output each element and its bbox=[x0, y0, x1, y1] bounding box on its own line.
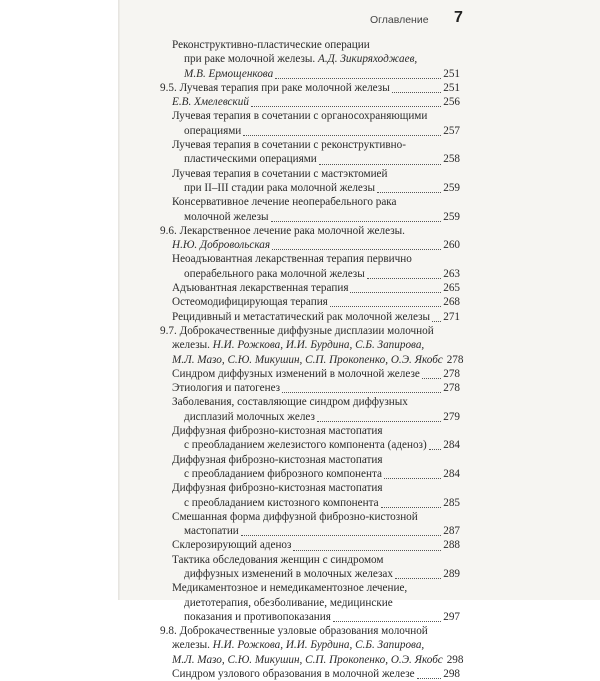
dot-leader bbox=[293, 541, 441, 551]
toc-entry[interactable] bbox=[160, 95, 460, 109]
toc-entry-page: 279 bbox=[443, 410, 460, 423]
dot-leader bbox=[319, 155, 441, 165]
toc-entry[interactable] bbox=[160, 167, 460, 196]
toc-entry-title: показания и противопоказания bbox=[184, 610, 331, 623]
toc-entry[interactable] bbox=[160, 310, 460, 324]
dot-leader bbox=[432, 312, 441, 322]
running-header: Оглавление bbox=[370, 14, 429, 26]
toc-entry-title: Рецидивный и метастатический рак молочной железы bbox=[172, 310, 431, 323]
toc-entry-title: М.Л. Мазо, С.Ю. Микушин, С.П. Прокопенко, О.Э. Якобс bbox=[172, 353, 443, 366]
toc-entry[interactable] bbox=[160, 667, 460, 681]
toc-entry-title: Н.Ю. Добровольская bbox=[172, 239, 271, 252]
toc-entry[interactable] bbox=[160, 38, 460, 81]
toc-entry-title: М.В. Ермощенкова bbox=[184, 67, 274, 80]
toc-entry-leader-line bbox=[172, 67, 460, 81]
page-number: 7 bbox=[454, 9, 463, 26]
toc-entry-page: 284 bbox=[443, 467, 460, 480]
toc-entry-page: 259 bbox=[443, 210, 460, 223]
toc-entry-title: мастопатии bbox=[184, 525, 239, 538]
toc-entry[interactable] bbox=[160, 395, 460, 424]
dot-leader bbox=[367, 269, 441, 279]
toc-entry-title: Остеомодифицирующая терапия bbox=[172, 296, 328, 309]
toc-entry-leader-line bbox=[160, 224, 460, 238]
toc-entry[interactable] bbox=[160, 81, 460, 95]
toc-entry-line: Неоадъювантная лекарственная терапия первично bbox=[172, 253, 412, 266]
toc-entry-title: Этиология и патогенез bbox=[172, 382, 281, 395]
toc-entry-title: при II–III стадии рака молочной железы bbox=[184, 181, 375, 194]
toc-entry-leader-line bbox=[172, 610, 460, 624]
toc-entry[interactable] bbox=[160, 281, 460, 295]
toc-entry-page: 285 bbox=[443, 496, 460, 509]
toc-entry-page: 258 bbox=[443, 153, 460, 166]
toc-entry-leader-line bbox=[160, 81, 460, 95]
toc-entry[interactable] bbox=[160, 324, 464, 367]
dot-leader bbox=[429, 440, 442, 450]
toc-entry-title: Синдром диффузных изменений в молочной железе bbox=[172, 367, 420, 380]
toc-entry-page: 257 bbox=[443, 124, 460, 137]
toc-entry-line: железы. Н.И. Рожкова, И.И. Бурдина, С.Б. Запирова, bbox=[172, 639, 425, 652]
toc-entry-leader-line bbox=[172, 124, 460, 138]
toc-entry-leader-line bbox=[172, 524, 460, 538]
dot-leader bbox=[243, 126, 441, 136]
toc-entry-leader-line bbox=[172, 467, 460, 481]
toc-entry-leader-line bbox=[172, 238, 460, 252]
toc-entry-title: с преобладанием железистого компонента (аденоз) bbox=[184, 439, 427, 452]
dot-leader bbox=[377, 183, 441, 193]
toc-entry-title: Адъювантная лекарственная терапия bbox=[172, 282, 349, 295]
toc-entry-page: 278 bbox=[446, 353, 464, 366]
toc-entry-page: 278 bbox=[443, 367, 460, 380]
toc-entry-page: 278 bbox=[443, 382, 460, 395]
toc-entry-line: диетотерапия, обезболивание, медицинские bbox=[184, 596, 393, 609]
toc-entry[interactable] bbox=[160, 538, 460, 552]
toc-entry-line: Смешанная форма диффузной фиброзно-кистозной bbox=[172, 510, 418, 523]
toc-entry-page: 288 bbox=[443, 539, 460, 552]
toc-entry-page: 298 bbox=[446, 653, 464, 666]
toc-entry-leader-line bbox=[172, 210, 460, 224]
toc-entry[interactable] bbox=[160, 295, 460, 309]
dot-leader bbox=[251, 97, 441, 107]
toc-entry-leader-line bbox=[172, 295, 460, 309]
toc-entry-leader-line bbox=[172, 95, 460, 109]
toc-entry-leader-line bbox=[172, 281, 460, 295]
toc-entry-leader-line bbox=[160, 653, 464, 667]
dot-leader bbox=[333, 612, 441, 622]
toc-entry-page: 289 bbox=[443, 567, 460, 580]
dot-leader bbox=[282, 383, 441, 393]
toc-entry-line: Тактика обследования женщин с синдромом bbox=[172, 553, 384, 566]
toc-entry[interactable] bbox=[160, 109, 460, 138]
toc-entry-title: пластическими операциями bbox=[184, 153, 317, 166]
toc-entry[interactable] bbox=[160, 367, 460, 381]
toc-entry-line: Диффузная фиброзно-кистозная мастопатия bbox=[172, 453, 383, 466]
toc-entry-page: 251 bbox=[443, 81, 460, 94]
toc-entry-page: 287 bbox=[443, 525, 460, 538]
toc-entry-leader-line bbox=[172, 267, 460, 281]
dot-leader bbox=[350, 283, 441, 293]
toc-entry-leader-line bbox=[172, 181, 460, 195]
toc-entry-leader-line bbox=[172, 381, 460, 395]
dot-leader bbox=[392, 83, 442, 93]
toc-entry-title: М.Л. Мазо, С.Ю. Микушин, С.П. Прокопенко, О.Э. Якобс bbox=[172, 653, 443, 666]
toc-entry-page: 297 bbox=[443, 610, 460, 623]
toc-entry-title: молочной железы bbox=[184, 210, 269, 223]
toc-entry-title: Склерозирующий аденоз bbox=[172, 539, 292, 552]
toc-entry-page: 260 bbox=[443, 239, 460, 252]
dot-leader bbox=[317, 412, 441, 422]
toc-entry[interactable] bbox=[160, 238, 460, 252]
toc-entry-leader-line bbox=[172, 496, 460, 510]
toc-entry-title: 9.5. Лучевая терапия при раке молочной железы bbox=[160, 81, 390, 94]
dot-leader bbox=[275, 69, 441, 79]
toc-entry-title: диффузных изменений в молочных железах bbox=[184, 567, 393, 580]
toc-entry-title: с преобладанием фиброзного компонента bbox=[184, 467, 382, 480]
toc-entry-page: 259 bbox=[443, 181, 460, 194]
toc-entry[interactable] bbox=[160, 224, 460, 238]
toc-entry-line: при раке молочной железы. А.Д. Зикиряходжаев, bbox=[184, 53, 418, 66]
toc-entry-line: Реконструктивно-пластические операции bbox=[172, 39, 370, 51]
toc-entry-line: 9.8. Доброкачественные узловые образования молочной bbox=[160, 625, 428, 638]
toc-entry-page: 284 bbox=[443, 439, 460, 452]
table-of-contents bbox=[160, 38, 464, 681]
toc-entry-title: дисплазий молочных желез bbox=[184, 410, 315, 423]
dot-leader bbox=[381, 498, 442, 508]
toc-entry[interactable] bbox=[160, 424, 460, 453]
toc-entry-leader-line bbox=[172, 667, 460, 681]
toc-entry[interactable] bbox=[160, 138, 460, 167]
toc-entry-leader-line bbox=[172, 152, 460, 166]
dot-leader bbox=[330, 297, 441, 307]
toc-entry-line: Диффузная фиброзно-кистозная мастопатия bbox=[172, 425, 383, 438]
toc-entry-line: Диффузная фиброзно-кистозная мастопатия bbox=[172, 482, 383, 495]
toc-entry-line: железы. Н.И. Рожкова, И.И. Бурдина, С.Б. Запирова, bbox=[172, 339, 425, 352]
toc-entry-leader-line bbox=[172, 367, 460, 381]
toc-entry-leader-line bbox=[160, 353, 464, 367]
toc-entry-line: Консервативное лечение неоперабельного рака bbox=[172, 196, 397, 209]
toc-entry-line: Лучевая терапия в сочетании с реконструктивно- bbox=[172, 139, 406, 152]
toc-entry-line: Заболевания, составляющие синдром диффузных bbox=[172, 396, 408, 409]
toc-entry-leader-line bbox=[172, 438, 460, 452]
toc-entry-title: операбельного рака молочной железы bbox=[184, 267, 365, 280]
dot-leader bbox=[384, 469, 441, 479]
toc-entry[interactable] bbox=[160, 481, 460, 510]
toc-entry[interactable] bbox=[160, 581, 460, 624]
toc-entry-leader-line bbox=[172, 567, 460, 581]
toc-entry[interactable] bbox=[160, 252, 460, 281]
toc-entry-title: 9.6. Лекарственное лечение рака молочной железы. bbox=[160, 224, 405, 237]
toc-entry[interactable] bbox=[160, 453, 460, 482]
dot-leader bbox=[422, 369, 441, 379]
toc-entry-page: 256 bbox=[443, 96, 460, 109]
toc-entry-page: 298 bbox=[443, 668, 460, 681]
dot-leader bbox=[272, 240, 441, 250]
toc-entry[interactable] bbox=[160, 381, 460, 395]
toc-entry-line: Медикаментозное и немедикаментозное лечение, bbox=[172, 582, 408, 595]
toc-entry-page: 271 bbox=[443, 310, 460, 323]
toc-entry-leader-line bbox=[172, 538, 460, 552]
toc-entry-page: 268 bbox=[443, 296, 460, 309]
toc-entry-line: 9.7. Доброкачественные диффузные дисплазии молочной bbox=[160, 324, 434, 337]
toc-entry[interactable] bbox=[160, 553, 460, 582]
toc-entry-title: с преобладанием кистозного компонента bbox=[184, 496, 379, 509]
dot-leader bbox=[395, 569, 441, 579]
toc-entry[interactable] bbox=[160, 195, 460, 224]
toc-entry[interactable] bbox=[160, 624, 464, 667]
dot-leader bbox=[241, 526, 441, 536]
dot-leader bbox=[271, 212, 442, 222]
toc-entry-line: Лучевая терапия в сочетании с мастэктомией bbox=[172, 167, 388, 180]
toc-entry-title: Синдром узлового образования в молочной железе bbox=[172, 668, 415, 681]
dot-leader bbox=[417, 669, 442, 679]
toc-entry-page: 265 bbox=[443, 282, 460, 295]
toc-entry-leader-line bbox=[172, 410, 460, 424]
toc-entry-title: Е.В. Хмелевский bbox=[172, 96, 249, 109]
toc-entry-page: 251 bbox=[443, 67, 460, 80]
toc-entry-line: Лучевая терапия в сочетании с органосохраняющими bbox=[172, 110, 428, 123]
toc-entry-title: операциями bbox=[184, 124, 242, 137]
toc-entry-leader-line bbox=[172, 310, 460, 324]
toc-entry-page: 263 bbox=[443, 267, 460, 280]
toc-entry[interactable] bbox=[160, 510, 460, 539]
